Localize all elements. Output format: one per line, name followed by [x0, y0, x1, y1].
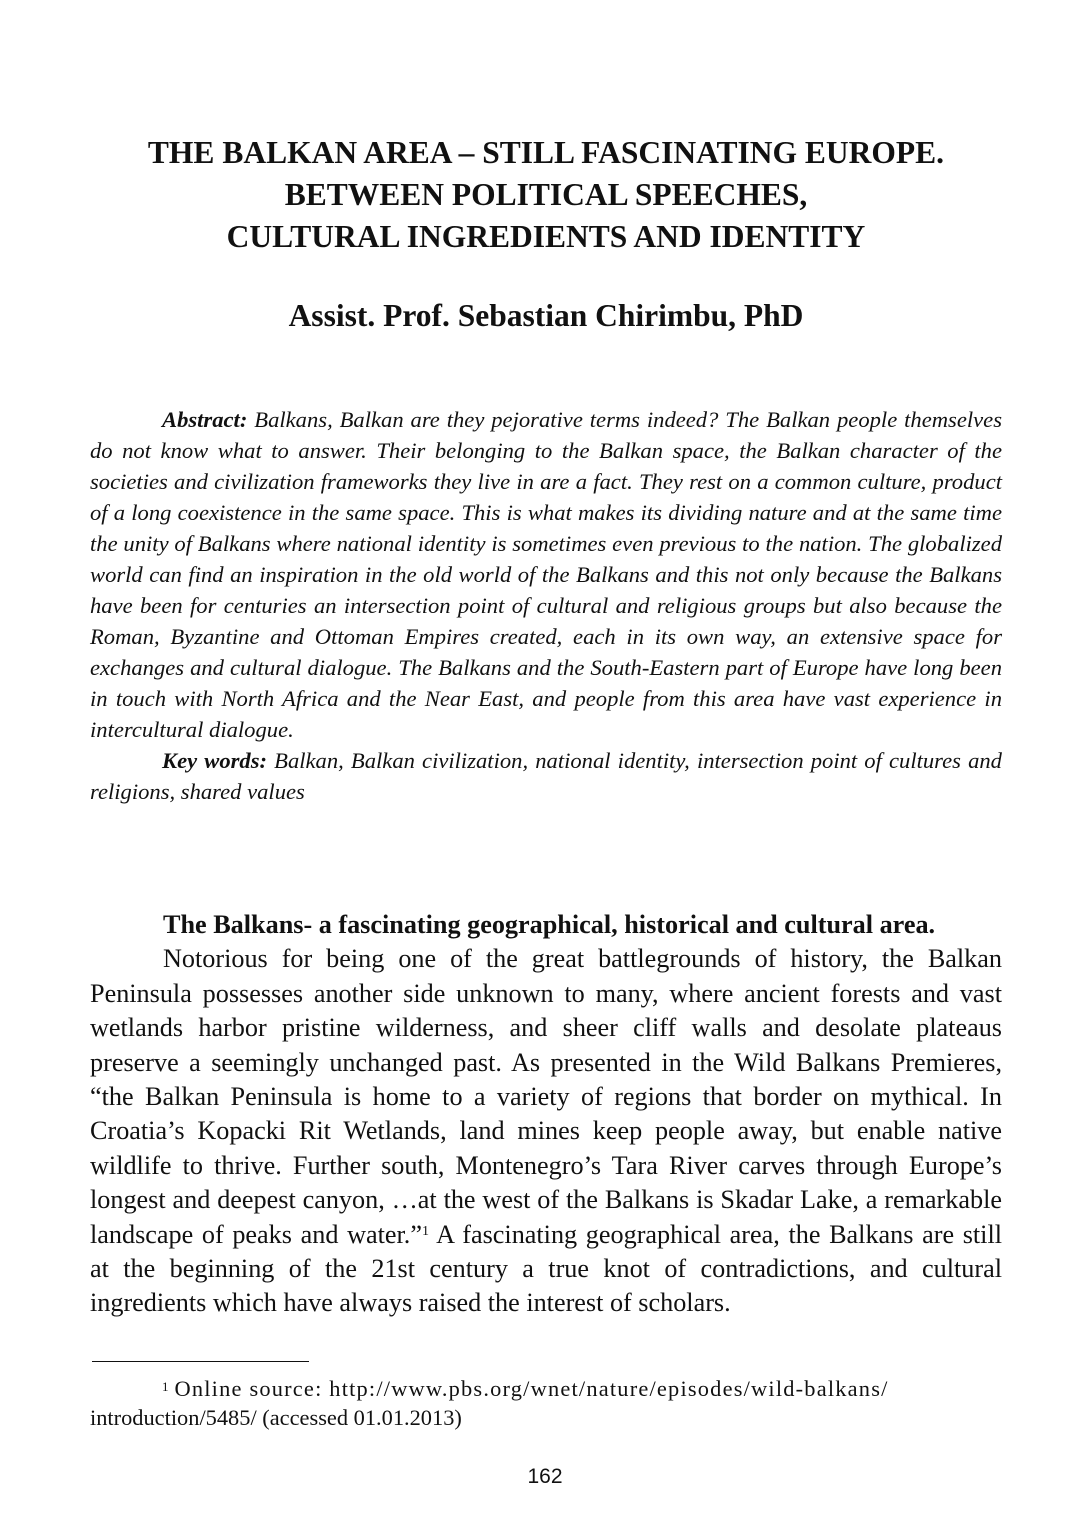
- abstract-text: Balkans, Balkan are they pejorative terms indeed? The Balkan people themselves do not know what to answer. Their belonging to the Balkan space, the Balkan character of the societies and civilization frameworks they live in are a fact. They rest on a common culture, product of a long coexistence in the same space. This is what makes its dividing nature and at the same time the unity of Balkans where national identity is sometimes even previous to the nation. The globalized world can find an inspiration in the old world of the Balkans and this not only because the Balkans have been for centuries an intersection point of cultural and religious groups but also because the Roman, Byzantine and Ottoman Empires created, each in its own way, an extensive space for exchanges and cultural dialogue. The Balkans and the South-Eastern part of Europe have long been in touch with North Africa and the Near East, and people from this area have vast experience in intercultural dialogue.: [90, 407, 1003, 742]
- title-line-2: BETWEEN POLITICAL SPEECHES,: [284, 177, 808, 212]
- abstract-paragraph: [90, 404, 1002, 745]
- abstract-label: Abstract:: [162, 407, 248, 432]
- footnote-reference[interactable]: 1: [421, 1223, 429, 1239]
- body-text: [90, 908, 1002, 1321]
- keywords-paragraph: [90, 745, 1002, 807]
- keywords-label: Key words:: [162, 748, 268, 773]
- footnote-text-tail: introduction/5485/ (accessed 01.01.2013): [90, 1405, 462, 1430]
- body-paragraph-text-1: Notorious for being one of the great battlegrounds of history, the Balkan Peninsula possesses another side unknown to many, where ancient forests and vast wetlands harbor pristine wilderness, and sheer cliff walls and desolate plateaus preserve a seemingly unchanged past. As presented in the Wild Balkans Premieres, “the Balkan Peninsula is home to a variety of regions that border on mythical. In Croatia’s Kopacki Rit Wetlands, land mines keep people away, but enable native wildlife to thrive. Further south, Montenegro’s Tara River carves through Europe’s longest and deepest canyon, …at the west of the Balkans is Skadar Lake, a remarkable landscape of peaks and water.”: [90, 944, 1002, 1249]
- footnote-number: 1: [162, 1379, 169, 1394]
- section-heading: The Balkans- a fascinating geographical, historical and cultural area.: [163, 910, 936, 939]
- page-number: 162: [527, 1465, 563, 1488]
- footnote: [90, 1374, 1002, 1432]
- section-heading-paragraph: [90, 908, 1002, 942]
- footnote-text: Online source: http://www.pbs.org/wnet/nature/episodes/wild-balkans/: [174, 1376, 889, 1401]
- author-name: Assist. Prof. Sebastian Chirimbu, PhD: [288, 298, 804, 333]
- keywords-text: Balkan, Balkan civilization, national identity, intersection point of cultures and religions, shared values: [90, 748, 1002, 804]
- body-paragraph: [90, 942, 1002, 1320]
- title-line-3: CULTURAL INGREDIENTS AND IDENTITY: [226, 219, 866, 254]
- paper-title: [90, 132, 1002, 258]
- title-line-1: THE BALKAN AREA – STILL FASCINATING EUROPE.: [147, 135, 945, 170]
- footnote-divider: [92, 1361, 309, 1362]
- abstract-block: [90, 404, 1002, 807]
- body-paragraph-text-2: A fascinating geographical area, the Balkans are still at the beginning of the 21st century a true knot of contradictions, and cultural ingredients which have always raised the interest of scholars.: [90, 1219, 1003, 1318]
- footnote-paragraph: [90, 1374, 1002, 1432]
